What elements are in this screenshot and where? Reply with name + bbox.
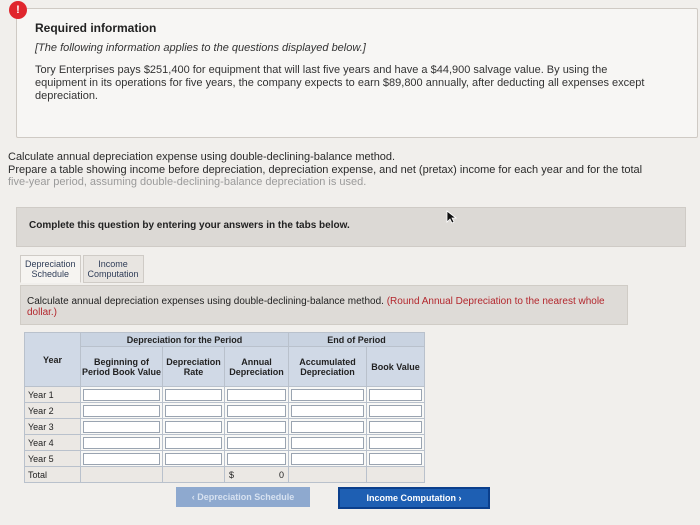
col-accum-header: Accumulated Depreciation [289,347,367,387]
accum-input[interactable] [291,405,364,417]
beginning-input[interactable] [83,389,160,401]
tab-income-computation[interactable] [83,255,144,283]
question-line-3: five-year period, assuming double-declining-balance depreciation is used. [8,176,367,188]
question-line-1: Calculate annual depreciation expense using double-declining-balance method. [8,151,396,163]
required-note: [The following information applies to the questions displayed below.] [35,42,366,54]
col-annual-header: Annual Depreciation [225,347,289,387]
total-row [25,467,425,483]
accum-input[interactable] [291,437,364,449]
beginning-input[interactable] [83,437,160,449]
annual-input[interactable] [227,453,286,465]
col-book-header: Book Value [367,347,425,387]
prev-label: Depreciation Schedule [197,492,295,502]
required-info-box [16,4,698,138]
col-beginning-header: Beginning of Period Book Value [81,347,163,387]
total-value: 0 [278,469,284,480]
annual-input[interactable] [227,405,286,417]
annual-input[interactable] [227,421,286,433]
chevron-left-icon: ‹ [191,492,198,502]
table-row [25,419,425,435]
tab-label-line: Schedule [31,269,70,279]
required-title: Required information [35,21,157,35]
book-input[interactable] [369,405,422,417]
empty-cell [367,467,425,483]
next-tab-button[interactable] [338,487,490,509]
rate-input[interactable] [165,421,222,433]
instruction-label: Complete this question by entering your answers in the tabs below. [29,220,350,231]
tab-label-line: Depreciation [25,259,76,269]
chevron-right-icon: › [456,493,462,503]
alert-icon: ! [9,1,27,19]
question-text [8,151,688,189]
accum-input[interactable] [291,389,364,401]
book-input[interactable] [369,437,422,449]
table-row [25,403,425,419]
book-input[interactable] [369,453,422,465]
row-label: Year 5 [25,451,81,467]
annual-input[interactable] [227,437,286,449]
table-row [25,451,425,467]
row-label: Year 3 [25,419,81,435]
next-label: Income Computation [366,493,456,503]
tab-label-line: Income [98,259,128,269]
tab-depreciation-schedule[interactable] [20,255,81,283]
tab-label-line: Computation [87,269,139,279]
required-body: Tory Enterprises pays $251,400 for equipment that will last five years and have a $44,900 salvage value. By using the equipment in its operations for five years, the company expects to earn $89,800 annually, after deducting all expenses except depreciation. [35,64,645,102]
empty-cell [163,467,225,483]
beginning-input[interactable] [83,421,160,433]
rate-input[interactable] [165,437,222,449]
row-label: Year 1 [25,387,81,403]
table-row [25,387,425,403]
col-year-header: Year [25,333,81,387]
row-label: Year 2 [25,403,81,419]
empty-cell [289,467,367,483]
rate-input[interactable] [165,453,222,465]
prev-tab-button[interactable] [176,487,310,507]
instruction-bar [16,207,686,247]
instruction-panel [20,285,628,325]
mouse-cursor-icon [446,210,458,224]
depreciation-table [24,332,425,483]
table-row [25,435,425,451]
tab-bar [20,255,146,283]
row-label: Year 4 [25,435,81,451]
panel-text: Calculate annual depreciation expenses using double-declining-balance method. [27,296,384,307]
book-input[interactable] [369,389,422,401]
group-end-header: End of Period [289,333,425,347]
total-label: Total [25,467,81,483]
beginning-input[interactable] [83,453,160,465]
accum-input[interactable] [291,421,364,433]
book-input[interactable] [369,421,422,433]
annual-input[interactable] [227,389,286,401]
rate-input[interactable] [165,405,222,417]
col-rate-header: Depreciation Rate [163,347,225,387]
beginning-input[interactable] [83,405,160,417]
total-annual-cell [225,467,289,483]
total-currency: $ [229,469,235,480]
group-period-header: Depreciation for the Period [81,333,289,347]
empty-cell [81,467,163,483]
accum-input[interactable] [291,453,364,465]
rounding-note: (Round Annual Depreciation to the nearest whole dollar.) [27,296,605,318]
question-line-2: Prepare a table showing income before depreciation, depreciation expense, and net (pretax) income for each year and for the total [8,163,643,176]
rate-input[interactable] [165,389,222,401]
